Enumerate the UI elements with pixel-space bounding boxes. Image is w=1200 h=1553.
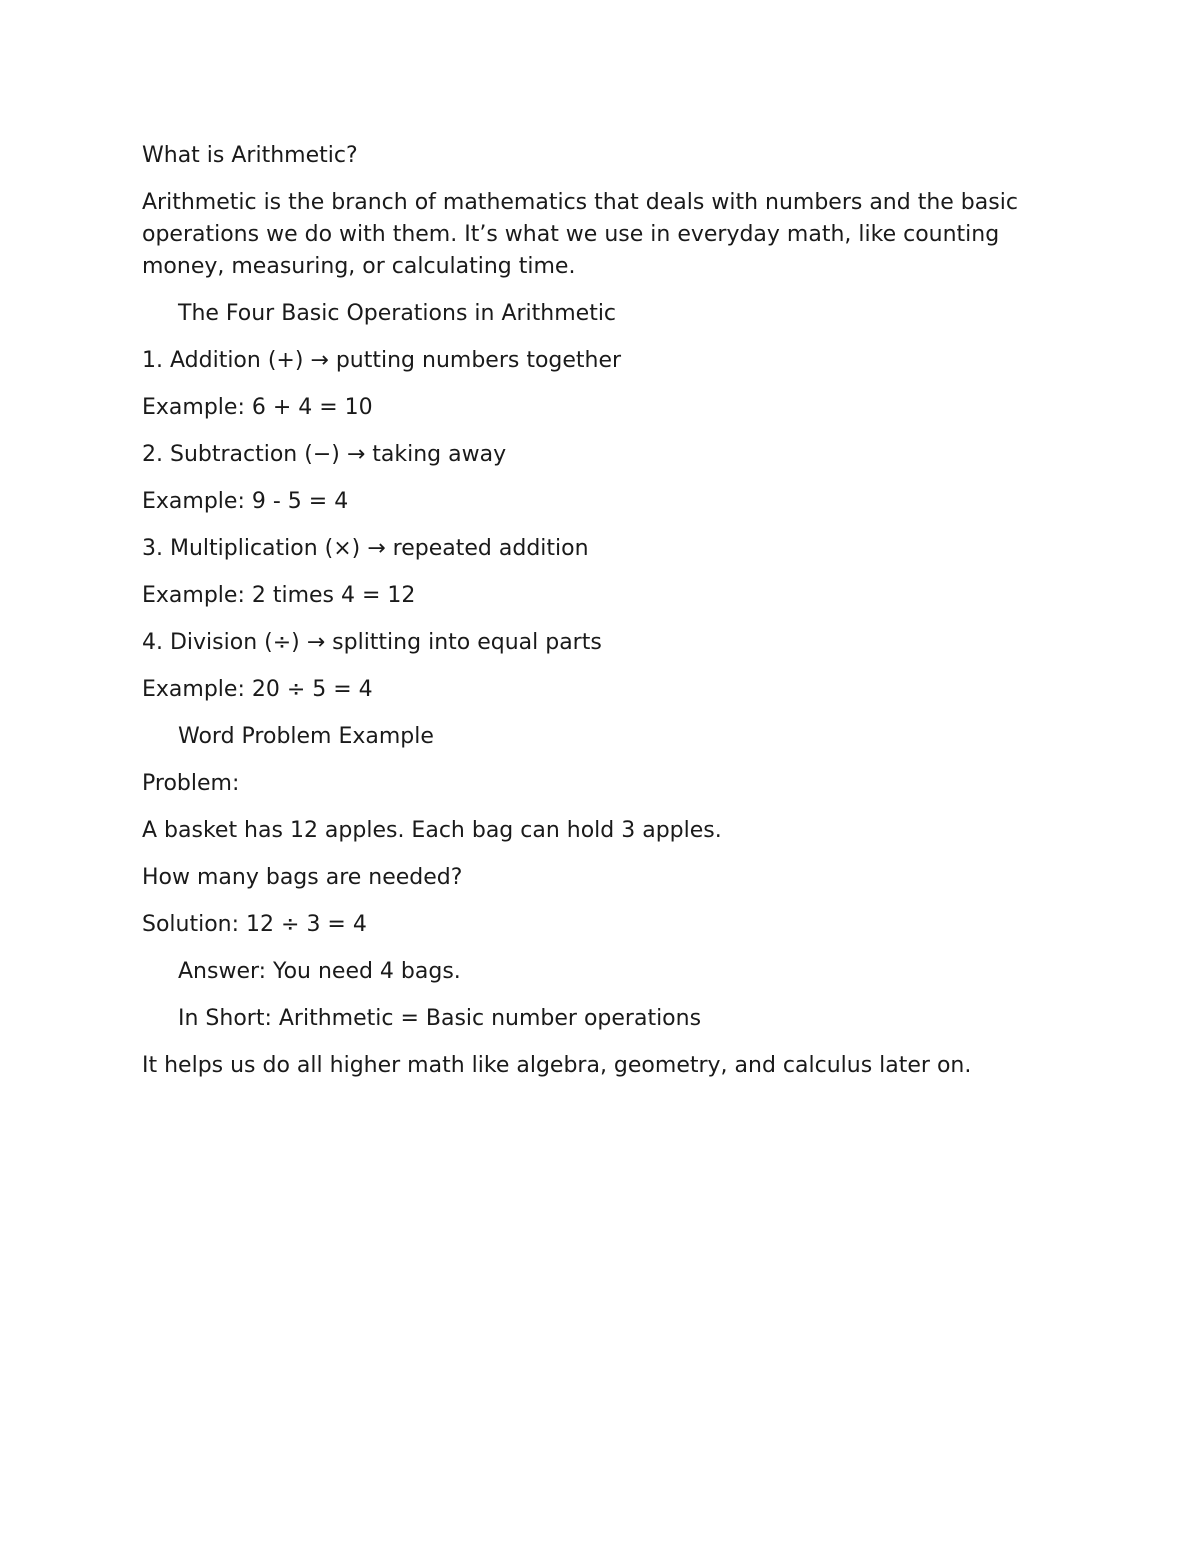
document-body [142,140,1042,1097]
example-subtraction: Example: 9 - 5 = 4 [142,489,349,514]
closing-line: It helps us do all higher math like algebra, geometry, and calculus later on. [142,1053,972,1078]
example-addition: Example: 6 + 4 = 10 [142,395,373,420]
example-division: Example: 20 ÷ 5 = 4 [142,677,373,702]
operation-addition: 1. Addition (+) → putting numbers together [142,348,622,373]
word-problem-heading: Word Problem Example [178,724,434,749]
document-title: What is Arithmetic? [142,143,358,168]
operation-multiplication: 3. Multiplication (×) → repeated addition [142,536,589,561]
problem-label: Problem: [142,771,240,796]
problem-line-1: A basket has 12 apples. Each bag can hold 3 apples. [142,818,722,843]
operations-heading: The Four Basic Operations in Arithmetic [178,301,617,326]
solution-line: Solution: 12 ÷ 3 = 4 [142,912,367,937]
example-multiplication: Example: 2 times 4 = 12 [142,583,416,608]
operation-division: 4. Division (÷) → splitting into equal parts [142,630,602,655]
problem-line-2: How many bags are needed? [142,865,463,890]
operation-subtraction: 2. Subtraction (−) → taking away [142,442,507,467]
answer-line: Answer: You need 4 bags. [178,959,461,984]
intro-paragraph: Arithmetic is the branch of mathematics that deals with numbers and the basic operations we do with them. It’s what we use in everyday math, like counting money, measuring, or calculating time. [142,190,1025,279]
in-short-line: In Short: Arithmetic = Basic number operations [178,1006,702,1031]
